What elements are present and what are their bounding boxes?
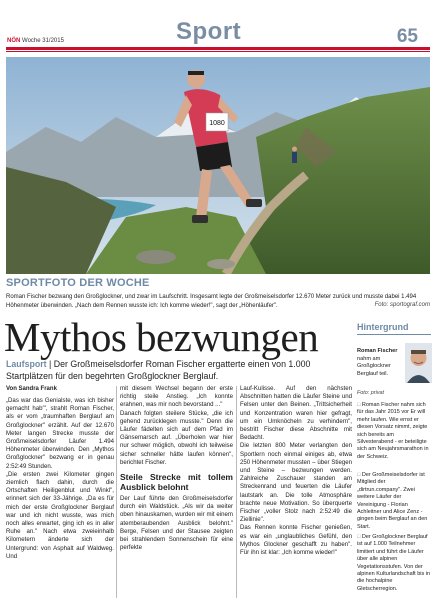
sidebar-item (357, 472, 431, 531)
paragraph: Der Lauf führte den Großmeiselsdorfer durch ein Waldstück. „Als wir da weiter oben hinauskamen, wurden wir mit einem atemberaubenden Ausblick belohnt." Berge, Felsen und der Stausee zeigten bei strahlendem Sonnenschein für eine perfekte (120, 495, 233, 552)
bullet-icon: □ (357, 402, 361, 408)
sidebar-rule (357, 334, 431, 335)
paragraph: Die letzten 800 Meter verlangten den Sportlern noch einmal einiges ab, etwa 250 Höhenmeter mussten – über Stiegen und Steine – bezwungen werden. Zahlreiche Zuschauer standen am Streckenrand und feuerten die Läufer lautstark an. Die tolle Atmosphäre brachte neue Motivation. So überquerte Fischer „voller Stolz nach 2:52:49 die Ziellinie". (240, 442, 352, 524)
article-column-1 (6, 397, 114, 561)
article-kicker: Laufsport (6, 359, 47, 369)
sport-photo (6, 57, 430, 274)
photo-credit: Foto: sportograf.com (374, 302, 430, 308)
portrait-photo (405, 343, 432, 383)
column-divider (236, 386, 237, 598)
paragraph: Danach folgten steilere Stücke, „die ich gehend zurücklegen musste." Denn die Läufer fädelten sich auf dem Pfad im Gänsemarsch auf. „Überholen war hier nur schwer möglich, obwohl ich teilweise sicher schneller hätte laufen können", berichtet Fischer. (120, 409, 233, 466)
mountain-runner-illustration (6, 57, 430, 274)
article-column-3 (240, 385, 352, 557)
sidebar-item-text: Der Großglockner Berglauf ist auf 1.000 Teilnehmer limitiert und führt die Läufer über alle alpinen Vegetationsstufen. Von der alpinen Kulturlandschaft bis in die hochalpine Gletscherregion. (357, 534, 431, 592)
paragraph: „Die ersten zwei Kilometer gingen ziemlich flach dahin, durch die Ortschaften Heiligenblut und Winkl", erinnert sich der 33-Jährige. „Da es für mich der erste Großglockner Berglauf war und ich nicht wusste, was mich noch alles erwartet, ging ich es in aller Ruhe an." Nach etwa zweieinhalb Kilometern änderte sich der Untergrund: von Asphalt auf Waldweg. Und (6, 470, 114, 560)
sidebar-person-desc: nahm am Großglockner Berglauf teil. (357, 355, 391, 377)
paragraph: mit diesem Wechsel begann der erste richtig steile Anstieg. „Ich konnte erahnen, was mir noch bevorstand ..." (120, 385, 233, 409)
sidebar-item-text: Der Großmeiselsdorfer ist Mitglied der „dirtrun.company". Zwei weitere Läufer der Vereinigung - Florian Achleitner und Alice Zenz - gingen beim Berglauf an den Start. (357, 472, 428, 530)
issue-label: Woche 31/2015 (22, 38, 64, 44)
bib-number: 1080 (209, 120, 225, 127)
article-headline: Mythos bezwungen (4, 314, 319, 360)
page-header (0, 0, 436, 56)
sidebar-person-text (357, 348, 403, 378)
sidebar-person-name: Roman Fischer (357, 348, 398, 354)
photo-section-title: SPORTFOTO DER WOCHE (6, 277, 150, 289)
paragraph: Lauf-Kulisse. Auf den nächsten Abschnitten hatten die Läufer Steine und Felsen unter den Beinen. „Trittsicherheit und Konzentration waren hier gefragt, um ein Umknöcheln zu verhindern", bestritt Fischer diese Abschnitte mit Bedacht. (240, 385, 352, 442)
sidebar-item-text: Roman Fischer nahm sich für das Jahr 2015 vor Er will mehr laufen. Wie ernst er diesen Vorsatz nimmt, zeigte sich bereits am Silvesterabend - er beteiligte sich am Neujahrsmarathon in der Schweiz. (357, 402, 429, 460)
section-title: Sport (176, 18, 242, 45)
photo-caption: Roman Fischer bezwang den Großglockner, und zwar im Laufschritt. Insgesamt legte der Großmeiselsdorfer 12.670 Meter zurück und musste dabei 1.494 Höhenmeter überwinden. „Nach dem Rennen wusste ich: Ich komme wieder!", sagt der „Höhenläufer". (6, 294, 417, 309)
article-byline: Von Sandra Frank (6, 386, 57, 392)
bullet-icon: □ (357, 534, 361, 540)
bullet-icon: □ (357, 472, 361, 478)
sidebar-item (357, 402, 431, 461)
article-crosshead: Steile Strecke mit tollem Ausblick belohnt (120, 472, 233, 493)
sidebar-item (357, 534, 431, 593)
portrait-illustration (405, 343, 432, 383)
paragraph: „Das war das Genialste, was ich bisher gemacht hab'", strahlt Roman Fischer, als er vom „traumhaften Berglauf am Großglockner" erzählt. Auf der 12.670 Meter langen Strecke musste der Großmeiselsdorfer Läufer 1.494 Höhenmeter überwinden. Den „Mythos Großglockner" bezwang er in genau 2:52:49 Stunden. (6, 397, 114, 470)
brand-logo: NÖN (7, 38, 21, 44)
page-number: 65 (396, 26, 418, 47)
background-sidebar (357, 322, 431, 598)
article-subhead-text: | Der Großmeiselsdorfer Roman Fischer ergatterte einen von 1.000 Startplätzen für den begehrten Großglockner Berglauf. (6, 359, 311, 381)
article-subheadline (6, 359, 351, 382)
issue-line (7, 38, 64, 44)
sidebar-title: Hintergrund (357, 322, 409, 332)
paragraph: Das Rennen konnte Fischer genießen, es war ein „unglaubliches Gefühl, den Mythos Glockner geschafft zu haben". Für ihn ist klar: „Ich komme wieder!" (240, 524, 352, 557)
header-rule-thin (6, 51, 430, 52)
column-divider (116, 386, 117, 598)
header-rule (6, 47, 430, 50)
article-column-2 (120, 385, 233, 552)
sidebar-photo-credit: Foto: privat (357, 390, 384, 396)
